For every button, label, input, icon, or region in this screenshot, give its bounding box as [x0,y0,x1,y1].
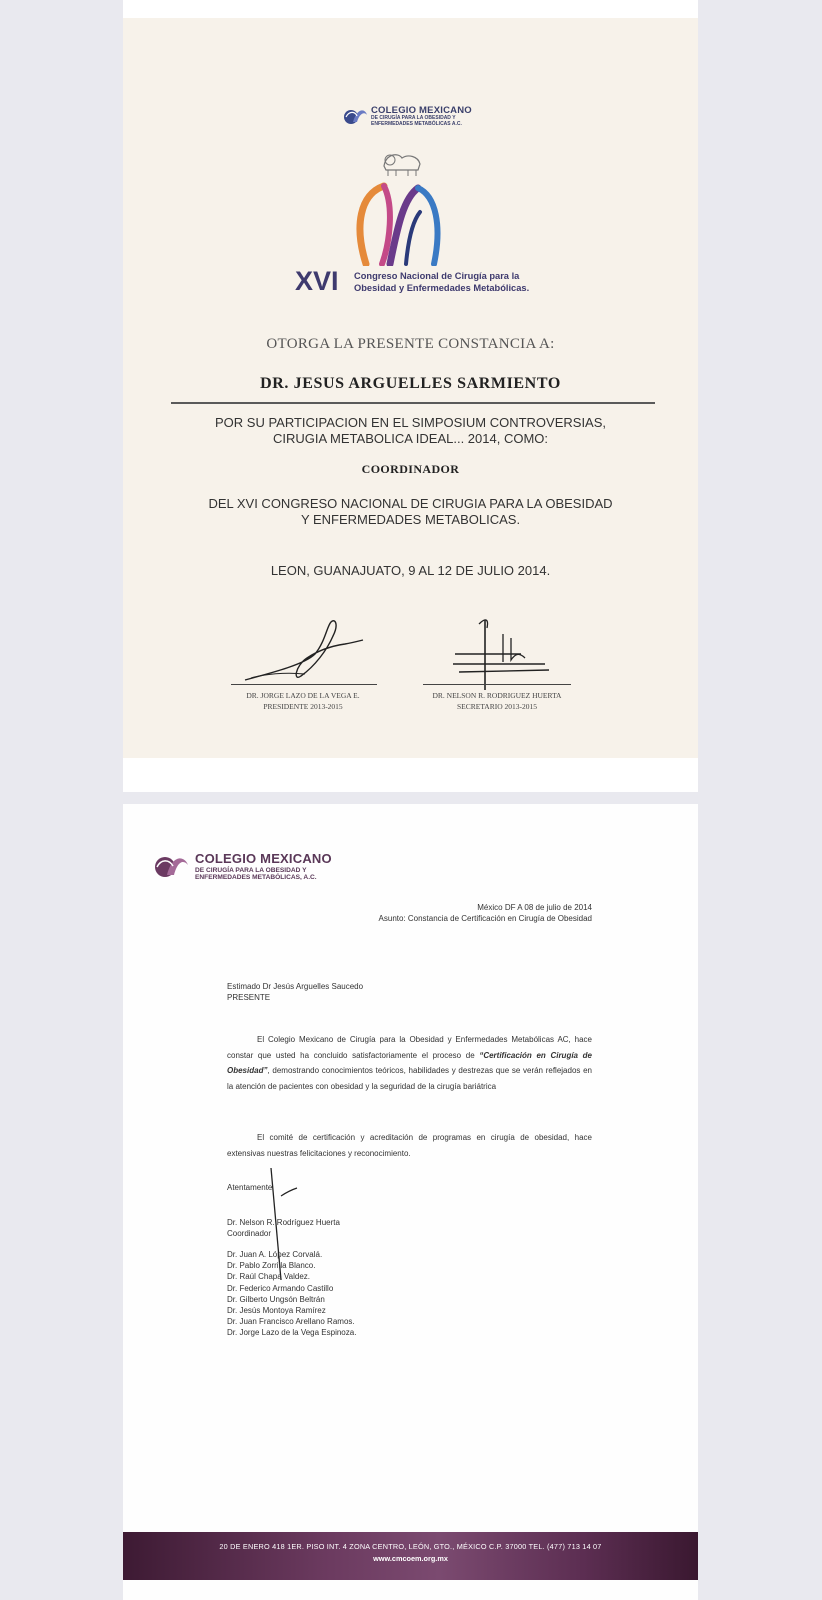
college-logo [343,102,483,132]
recipient-name: DR. JESUS ARGUELLES SARMIENTO [260,375,561,392]
paragraph-certification [227,1032,592,1094]
congress-name-line2: Obesidad y Enfermedades Metabólicas. [354,283,530,293]
role-title: COORDINADOR [361,462,460,476]
college-subtitle: DE CIRUGÍA PARA LA OBESIDAD Y ENFERMEDADES METABÓLICAS A.C. [371,115,462,127]
letter-college-name: COLEGIO MEXICANO [195,851,332,866]
certificate-heading: OTORGA LA PRESENTE CONSTANCIA A: [266,336,555,352]
letter-college-subtitle [195,867,345,881]
committee-list [227,1249,356,1339]
secretary-signature-line [423,684,571,685]
paragraph-congratulations: El comité de certificación y acreditación de programas en cirugía de obesidad, hace extensivas nuestras felicitaciones y reconocimiento. [227,1133,592,1158]
paragraph1-end: , demostrando conocimientos teóricos, habilidades y destrezas que se verán reflejados en la atención de pacientes con obesidad y la seguridad de la cirugía bariátrica [227,1066,592,1091]
signer-name: Dr. Nelson R. Rodríguez Huerta [227,1218,340,1227]
signer-title: Coordinador [227,1229,272,1238]
certificate-page [123,0,698,792]
certificate-paper [123,18,698,758]
congress-line2: Y ENFERMEDADES METABOLICAS. [300,512,521,527]
committee-member: Dr. Juan A. López Corvalá. [227,1250,323,1259]
congress-line1: DEL XVI CONGRESO NACIONAL DE CIRUGIA PARA LA OBESIDAD [208,496,613,511]
secretary-title: SECRETARIO 2013-2015 [456,702,538,711]
letter-college-logo [153,847,343,883]
date-line: México DF A 08 de julio de 2014 [477,903,592,912]
president-signatory [223,690,383,712]
letter-footer [123,1532,698,1580]
college-name: COLEGIO MEXICANO [371,105,472,116]
committee-member: Dr. Federico Armando Castillo [227,1283,334,1293]
letter-college-emblem-icon [153,847,191,883]
salutation [227,981,363,1003]
place-date: LEON, GUANAJUATO, 9 AL 12 DE JULIO 2014. [270,563,551,578]
paragraph1-start: El Colegio Mexicano de Cirugía para la Obesidad y Enfermedades Metabólicas AC, hace constar que usted ha concluido satisfactoriamente el proceso de [227,1035,592,1060]
committee-member: Dr. Raúl Chapa Valdez. [227,1272,311,1282]
secretary-signatory [415,690,579,712]
letter-page [123,804,698,1600]
president-signature-icon [235,614,375,686]
letter-college-subtitle-line2: ENFERMEDADES METABÓLICAS, A.C. [195,874,317,881]
participation-text [123,415,698,447]
congress-numeral: XVI [295,266,339,296]
president-name: DR. JORGE LAZO DE LA VEGA E. [246,691,360,700]
letter-college-subtitle-line1: DE CIRUGÍA PARA LA OBESIDAD Y [195,867,307,874]
president-title: PRESIDENTE 2013-2015 [263,702,343,711]
salutation-presente: PRESENTE [227,993,271,1002]
salutation-name: Estimado Dr Jesús Arguelles Saucedo [227,982,364,991]
congress-arches-icon [346,146,456,266]
date-subject-block [379,902,592,924]
secretary-name: DR. NELSON R. RODRIGUEZ HUERTA [432,691,562,700]
recipient-underline [171,402,655,404]
subject-line: Asunto: Constancia de Certificación en Cirugía de Obesidad [378,914,592,923]
footer-address: 20 DE ENERO 418 1ER. PISO INT. 4 ZONA CENTRO, LEÓN, GTO., MÉXICO C.P. 37000 TEL. (477) 713 14 07 [219,1542,602,1551]
congress-name-line1: Congreso Nacional de Cirugía para la [354,271,520,281]
participation-line1: POR SU PARTICIPACION EN EL SIMPOSIUM CONTROVERSIAS, [214,415,607,430]
secretary-signature-icon [449,614,559,692]
closing: Atentamente [227,1183,273,1192]
footer-website: www.cmcoem.org.mx [373,1554,448,1563]
president-signature-line [231,684,377,685]
college-emblem-icon [343,102,369,128]
committee-member: Dr. Jorge Lazo de la Vega Espinoza. [227,1328,357,1338]
committee-member: Dr. Pablo Zorrilla Blanco. [227,1261,316,1271]
committee-member: Dr. Juan Francisco Arellano Ramos. [227,1317,355,1327]
participation-line2: CIRUGIA METABOLICA IDEAL... 2014, COMO: [272,431,548,446]
committee-member: Dr. Gilberto Ungsón Beltrán [227,1294,325,1304]
congress-text [123,496,698,528]
congress-name [354,270,574,294]
signer-block [227,1217,340,1239]
committee-member: Dr. Jesús Montoya Ramírez [227,1306,326,1316]
paragraph1-emphasis: “Certificación en Cirugía de Obesidad” [227,1050,593,1075]
